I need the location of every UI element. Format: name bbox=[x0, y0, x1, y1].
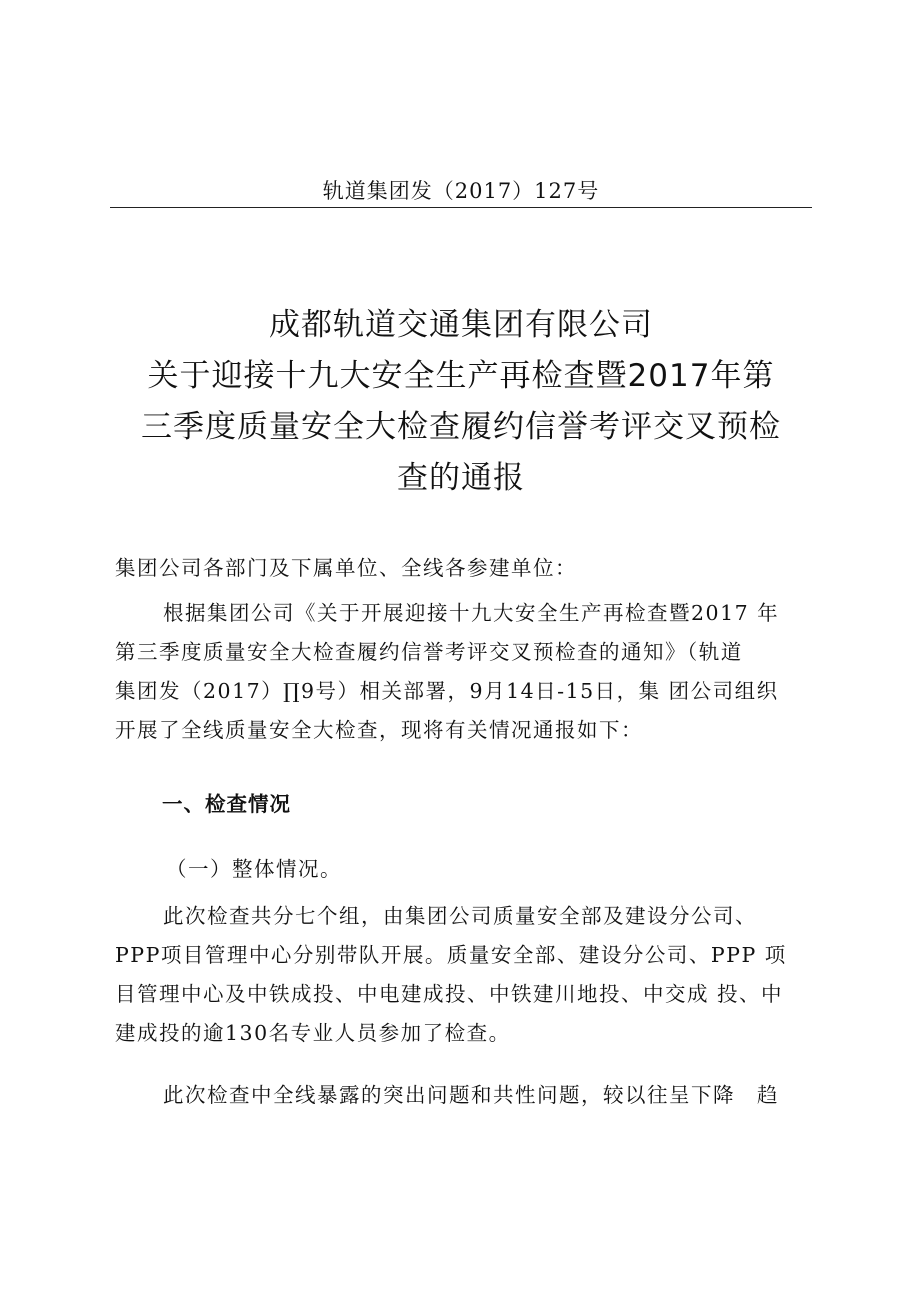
paragraph-line: 此次检查中全线暴露的突出问题和共性问题，较以往呈下降 趋 bbox=[163, 1083, 779, 1107]
title-line: 查的通报 bbox=[397, 460, 525, 496]
paragraph-line: 目管理中心及中铁成投、中电建成投、中铁建川地投、中交成 投、中 bbox=[115, 982, 784, 1006]
intro-paragraph bbox=[115, 594, 812, 750]
section-heading-inspection: 一、检查情况 bbox=[162, 792, 291, 816]
paragraph-line: 此次检查共分七个组，由集团公司质量安全部及建设分公司、 bbox=[163, 904, 757, 928]
document-title bbox=[110, 300, 812, 504]
paragraph-line: PPP项目管理中心分别带队开展。质量安全部、建设分公司、PPP 项 bbox=[115, 943, 787, 967]
paragraph-line: 建成投的逾130名专业人员参加了检查。 bbox=[115, 1021, 511, 1045]
salutation-text: 集团公司各部门及下属单位、全线各参建单位： bbox=[115, 556, 577, 580]
title-line: 关于迎接十九大安全生产再检查暨2017年第 bbox=[147, 358, 775, 394]
inspection-groups-paragraph bbox=[115, 897, 812, 1053]
paragraph-line: 根据集团公司《关于开展迎接十九大安全生产再检查暨2017 年 bbox=[163, 601, 780, 625]
document-number: 轨道集团发（2017）127号 bbox=[322, 179, 600, 203]
title-line: 三季度质量安全大检查履约信誉考评交叉预检 bbox=[141, 409, 781, 445]
paragraph-line: 开展了全线质量安全大检查，现将有关情况通报如下： bbox=[115, 718, 643, 742]
salutation bbox=[115, 549, 812, 588]
paragraph-line: 第三季度质量安全大检查履约信誉考评交叉预检查的通知》（轨道 bbox=[115, 640, 743, 664]
header-rule bbox=[110, 207, 812, 208]
paragraph-line: 集团发（2017）∏9号）相关部署，9月14日-15日，集 团公司组织 bbox=[115, 679, 779, 703]
subsection-heading-overall: （一）整体情况。 bbox=[166, 857, 342, 881]
title-line: 成都轨道交通集团有限公司 bbox=[269, 307, 653, 343]
issues-paragraph bbox=[115, 1076, 812, 1115]
